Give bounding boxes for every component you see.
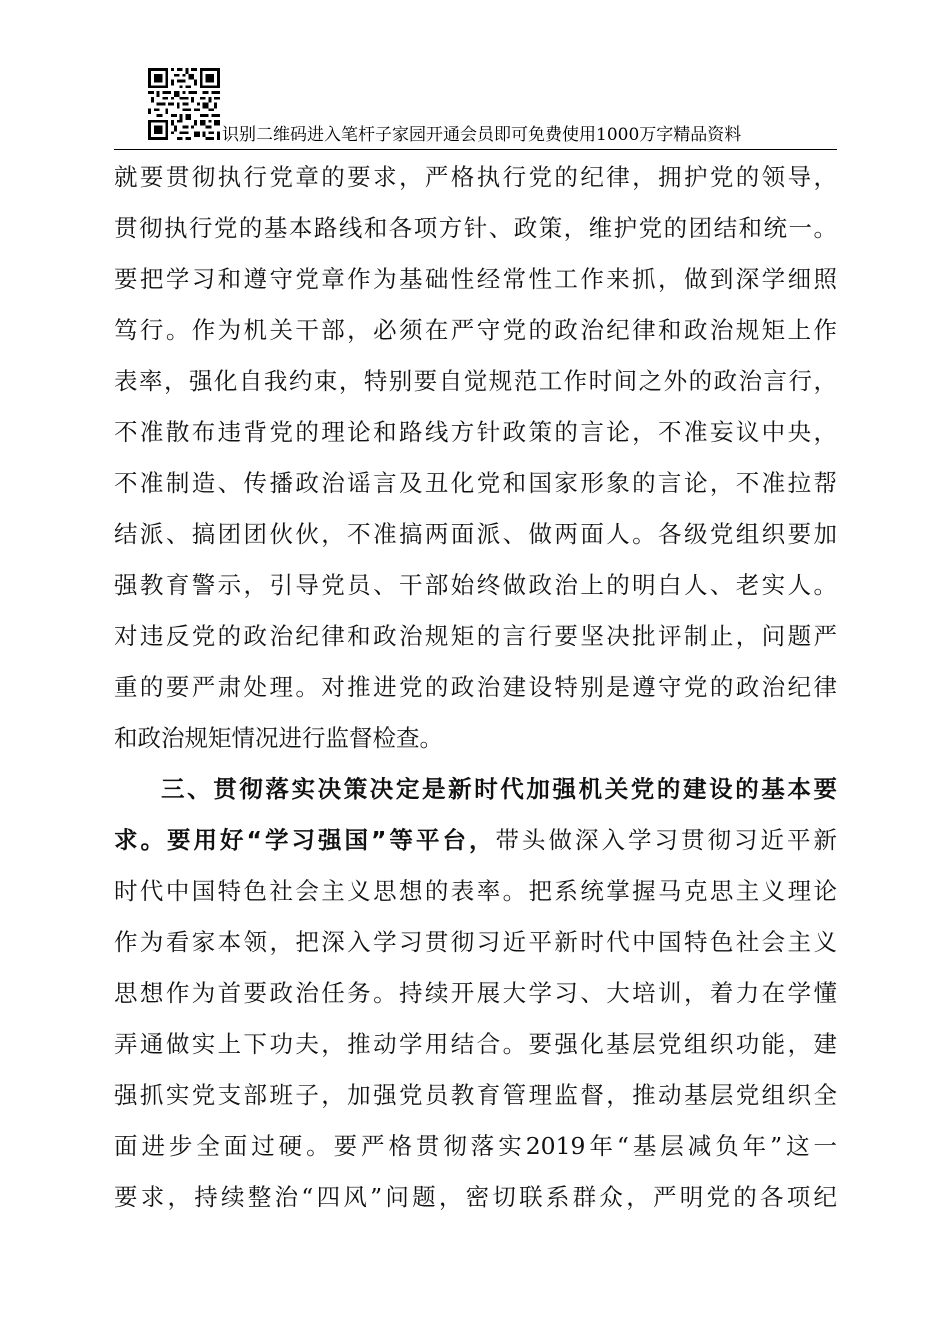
- text-line: 时代中国特色社会主义思想的表率。把系统掌握马克思主义理论: [114, 877, 837, 905]
- text-line: 强抓实党支部班子，加强党员教育管理监督，推动基层党组织全: [114, 1081, 837, 1109]
- text-line: 作为看家本领，把深入学习贯彻习近平新时代中国特色社会主义: [114, 928, 837, 956]
- document-body: [114, 152, 837, 1223]
- text-line: 强教育警示，引导党员、干部始终做政治上的明白人、老实人。: [114, 571, 837, 599]
- text-line: 要把学习和遵守党章作为基础性经常性工作来抓，做到深学细照: [114, 265, 837, 293]
- text-segment: 带头做深入学习贯彻习近平新: [495, 826, 838, 854]
- text-line: 面进步全面过硬。要严格贯彻落实2019年“基层减负年”这一: [114, 1132, 837, 1160]
- text-line: 思想作为首要政治任务。持续开展大学习、大培训，着力在学懂: [114, 979, 837, 1007]
- text-line: 表率，强化自我约束，特别要自觉规范工作时间之外的政治言行，: [114, 367, 837, 395]
- section-heading: 三、贯彻落实决策决定是新时代加强机关党的建设的基本要: [161, 775, 837, 803]
- text-line: 重的要严肃处理。对推进党的政治建设特别是遵守党的政治纪律: [114, 673, 837, 701]
- text-line: 要求，持续整治“四风”问题，密切联系群众，严明党的各项纪: [114, 1183, 837, 1211]
- text-line-mixed: [114, 815, 837, 866]
- text-line: 和政治规矩情况进行监督检查。: [114, 724, 443, 752]
- qr-code-icon: [148, 68, 220, 140]
- text-line: 不准制造、传播政治谣言及丑化党和国家形象的言论，不准拉帮: [114, 469, 837, 497]
- text-line: 就要贯彻执行党章的要求，严格执行党的纪律，拥护党的领导，: [114, 163, 837, 191]
- header-divider: [114, 149, 837, 150]
- text-line: 结派、搞团团伙伙，不准搞两面派、做两面人。各级党组织要加: [114, 520, 837, 548]
- text-line: 笃行。作为机关干部，必须在严守党的政治纪律和政治规矩上作: [114, 316, 837, 344]
- text-line: 不准散布违背党的理论和路线方针政策的言论，不准妄议中央，: [114, 418, 837, 446]
- text-line: 贯彻执行党的基本路线和各项方针、政策，维护党的团结和统一。: [114, 214, 837, 242]
- text-line: 对违反党的政治纪律和政治规矩的言行要坚决批评制止，问题严: [114, 622, 837, 650]
- text-line: 弄通做实上下功夫，推动学用结合。要强化基层党组织功能，建: [114, 1030, 837, 1058]
- section-heading-continued: 求。要用好“学习强国”等平台，: [114, 826, 496, 854]
- header-promo-text: 识别二维码进入笔杆子家园开通会员即可免费使用1000万字精品资料: [222, 125, 742, 145]
